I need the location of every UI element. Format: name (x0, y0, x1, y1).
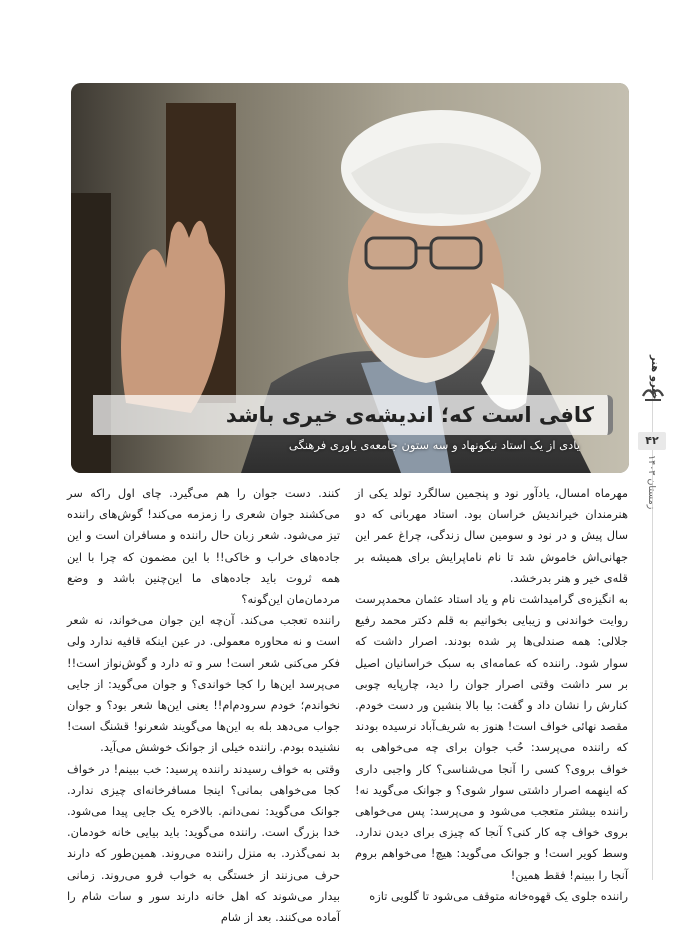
article-title: کافی است که؛ اندیشه‌ی خیری باشد (93, 395, 613, 435)
paragraph: به انگیزه‌ی گرامیداشت نام و یاد استاد عثمان محمدپرست روایت خواندنی و زیبایی بخوانیم به قلم دکتر محمد رفیع جلالی: همه صندلی‌ها پر شده بودند. اصرار داشت که سوار شود. راننده که عمامه‌ای به سبک خراسانیان اصیل بر سر داشت وقتی اصرار جوان را دید، چارپایه چوبی کنارش را نشان داد و گفت: بیا بالا بنشین ور دست خودم. مقصد نهائی خواف است! هنوز به شریف‌آباد نرسیده بودند که راننده می‌پرسد: حُب جوان برای چه می‌خواهی به خواف بروی؟ کسی را آنجا می‌شناسی؟ کار واجبی داری که اینهمه اصرار داشتی سوار شوی؟ و جوانک می‌گوید نه! راننده بیشتر متعجب می‌شود و می‌پرسد: پس می‌خواهی بروی خواف چه کار کنی؟ آنجا که چیزی برای دیدن ندارد. وسط کویر است! و جوانک می‌گوید: هیچ! می‌خواهم بروم آنجا را ببینم! فقط همین! (355, 592, 628, 882)
paragraph: کنند. دست جوان را هم می‌گیرد. چای اول راکه سر می‌کشند جوان شعری را زمزمه می‌کند! گوش‌های راننده تیز می‌شود. شعر زبان حال راننده و مسافران است و این جاده‌های خراب و خاکی!! با این مضمون که چرا با این همه ثروت باید جاده‌های ما این‌چنین باشد و وضع مردمان‌مان این‌گونه؟ (67, 486, 340, 607)
paragraph: راننده تعجب می‌کند. آن‌چه این جوان می‌خواند، نه شعر است و نه محاوره معمولی. در عین اینکه قافیه ندارد ولی فکر می‌کنی شعر است! سر و ته دارد و گوش‌نواز است!! می‌پرسد این‌ها را کجا خواندی؟ و جوان می‌گوید: از جایی نخواندم؛ خودم سرودم‌ام!! یعنی این‌ها شعر بود؟ و جوان جواب می‌دهد بله به این‌ها می‌گویند شعرنو! قشنگ است! نشنیده بودم. راننده خیلی از جوانک خوشش می‌آید. (67, 613, 340, 755)
magazine-logo-icon (640, 380, 666, 406)
paragraph: راننده جلوی یک قهوه‌خانه متوقف می‌شود تا گلویی تازه (369, 888, 628, 903)
page-number: ۴۲ (638, 432, 666, 450)
page-sidebar (630, 0, 680, 900)
article-column-right (355, 483, 628, 907)
issue-date: زمستان ۱۴۰۳ (646, 455, 657, 510)
paragraph: مهرماه امسال، یادآور نود و پنجمین سالگرد تولد یکی از هنرمندان خیراندیش خراسان بود. استاد مهربانی که دو سال پیش و در نود و سومین سال زندگی، چراغ عمر این جهانی‌اش خاموش شد تا نام ناماپرایش برای همیشه بر قله‌ی خیر و هنر بدرخشد. (355, 486, 628, 585)
paragraph: وقتی به خواف رسیدند راننده پرسید: خب ببینم! در خواف کجا می‌خواهی بمانی؟ اینجا مسافرخانه‌ای چیزی ندارد. جوانک می‌گوید: نمی‌دانم. بالاخره یک جایی پیدا می‌شود. خدا بزرگ است. راننده می‌گوید: باید بیایی خانه خودمان. بد نمی‌گذرد. به منزل راننده می‌روند. همین‌طور که دارند حرف می‌زنند از خستگی به خواب فرو می‌روند. زمانی بیدار می‌شوند که اهل خانه دارند سور و سات شام را آماده می‌کنند. بعد از شام (67, 761, 340, 925)
section-label: خیرو هنر (649, 355, 660, 400)
article-subtitle: یادی از یک استاد نیکونهاد و سه ستون جامعه‌ی یاوری فرهنگی (288, 438, 580, 452)
article-column-left (67, 483, 340, 928)
